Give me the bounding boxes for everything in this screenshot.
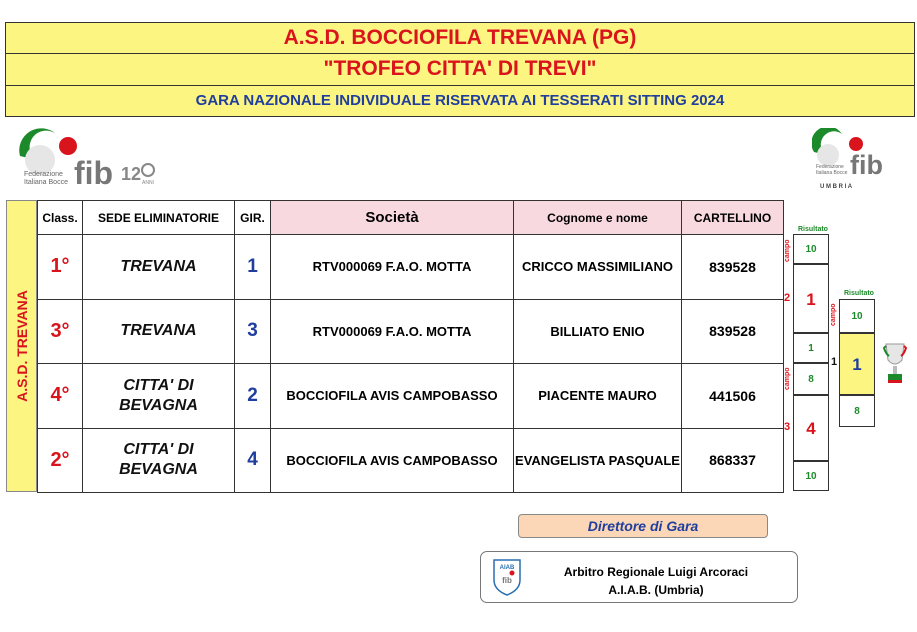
- svg-text:fib: fib: [502, 576, 512, 585]
- svg-text:fib: fib: [850, 150, 883, 180]
- arbiter-box: [480, 551, 798, 603]
- cell-societa: BOCCIOFILA AVIS CAMPOBASSO: [271, 364, 514, 429]
- director-label: Direttore di Gara: [518, 514, 768, 538]
- table-row: [38, 428, 784, 493]
- title-trophy: "TROFEO CITTA' DI TREVI": [5, 54, 915, 86]
- cell-nome: BILLIATO ENIO: [514, 299, 682, 364]
- result-label-final: Risultato: [844, 290, 874, 297]
- aiab-shield-icon: [492, 558, 522, 596]
- header-sede: SEDE ELIMINATORIE: [83, 201, 235, 235]
- semi1-campo: 2: [784, 292, 791, 304]
- cell-sede: CITTA' DI BEVAGNA: [83, 364, 235, 429]
- cell-cartellino: 868337: [682, 428, 784, 493]
- fib-umbria-logo: [812, 128, 896, 192]
- cell-gir: 2: [235, 364, 271, 429]
- title-competition: GARA NAZIONALE INDIVIDUALE RISERVATA AI TESSERATI SITTING 2024: [5, 86, 915, 117]
- cell-cartellino: 839528: [682, 299, 784, 364]
- final-campo: 1: [831, 356, 838, 368]
- cell-sede: CITTA' DI BEVAGNA: [83, 428, 235, 493]
- cell-gir: 1: [235, 235, 271, 300]
- result-label-semi: Risultato: [798, 226, 828, 233]
- arbiter-association: A.I.A.B. (Umbria): [608, 583, 704, 597]
- svg-text:12: 12: [121, 164, 142, 184]
- cell-societa: BOCCIOFILA AVIS CAMPOBASSO: [271, 428, 514, 493]
- svg-text:Italiana Bocce: Italiana Bocce: [24, 179, 68, 186]
- svg-text:fib: fib: [74, 155, 114, 188]
- cell-gir: 4: [235, 428, 271, 493]
- cell-cartellino: 441506: [682, 364, 784, 429]
- semi2-top-score: 8: [793, 363, 829, 395]
- cell-nome: EVANGELISTA PASQUALE: [514, 428, 682, 493]
- campo-label-semi2: campo: [784, 367, 791, 390]
- final-bottom-score: 8: [839, 395, 875, 427]
- cell-class: 4°: [38, 364, 83, 429]
- header-societa: Società: [271, 201, 514, 235]
- cell-class: 2°: [38, 428, 83, 493]
- cell-class: 3°: [38, 299, 83, 364]
- trophy-icon: [880, 340, 910, 386]
- fib-logo-left: [16, 124, 166, 188]
- cell-societa: RTV000069 F.A.O. MOTTA: [271, 235, 514, 300]
- table-row: [38, 299, 784, 364]
- campo-label-final: campo: [830, 303, 837, 326]
- semi1-top-score: 10: [793, 234, 829, 264]
- semi2-bottom-score: 10: [793, 461, 829, 491]
- semi1-winner: 1: [793, 264, 829, 333]
- side-label: [6, 200, 37, 492]
- results-table: [37, 200, 784, 493]
- final-top-score: 10: [839, 299, 875, 333]
- cell-societa: RTV000069 F.A.O. MOTTA: [271, 299, 514, 364]
- svg-text:Federazione: Federazione: [816, 164, 844, 170]
- semi1-bottom-score: 1: [793, 333, 829, 363]
- header-gir: GIR.: [235, 201, 271, 235]
- header-cartellino: CARTELLINO: [682, 201, 784, 235]
- table-row: [38, 235, 784, 300]
- svg-text:ANNI: ANNI: [142, 180, 154, 186]
- table-header-row: [38, 201, 784, 235]
- cell-cartellino: 839528: [682, 235, 784, 300]
- campo-label-semi1: campo: [784, 239, 791, 262]
- final-winner: 1: [839, 333, 875, 395]
- cell-sede: TREVANA: [83, 235, 235, 300]
- svg-text:AIAB: AIAB: [499, 565, 515, 571]
- semi2-winner: 4: [793, 395, 829, 461]
- side-label-text: A.S.D. TREVANA: [13, 290, 30, 402]
- svg-text:Italiana Bocce: Italiana Bocce: [816, 170, 848, 176]
- header-class: Class.: [38, 201, 83, 235]
- title-club: A.S.D. BOCCIOFILA TREVANA (PG): [5, 22, 915, 54]
- cell-nome: CRICCO MASSIMILIANO: [514, 235, 682, 300]
- table-row: [38, 364, 784, 429]
- header-nome: Cognome e nome: [514, 201, 682, 235]
- arbiter-name: Arbitro Regionale Luigi Arcoraci: [563, 565, 749, 579]
- svg-text:U M B R I A: U M B R I A: [820, 184, 853, 190]
- cell-gir: 3: [235, 299, 271, 364]
- svg-text:Federazione: Federazione: [24, 171, 63, 178]
- cell-nome: PIACENTE MAURO: [514, 364, 682, 429]
- semi2-campo: 3: [784, 421, 791, 433]
- cell-class: 1°: [38, 235, 83, 300]
- cell-sede: TREVANA: [83, 299, 235, 364]
